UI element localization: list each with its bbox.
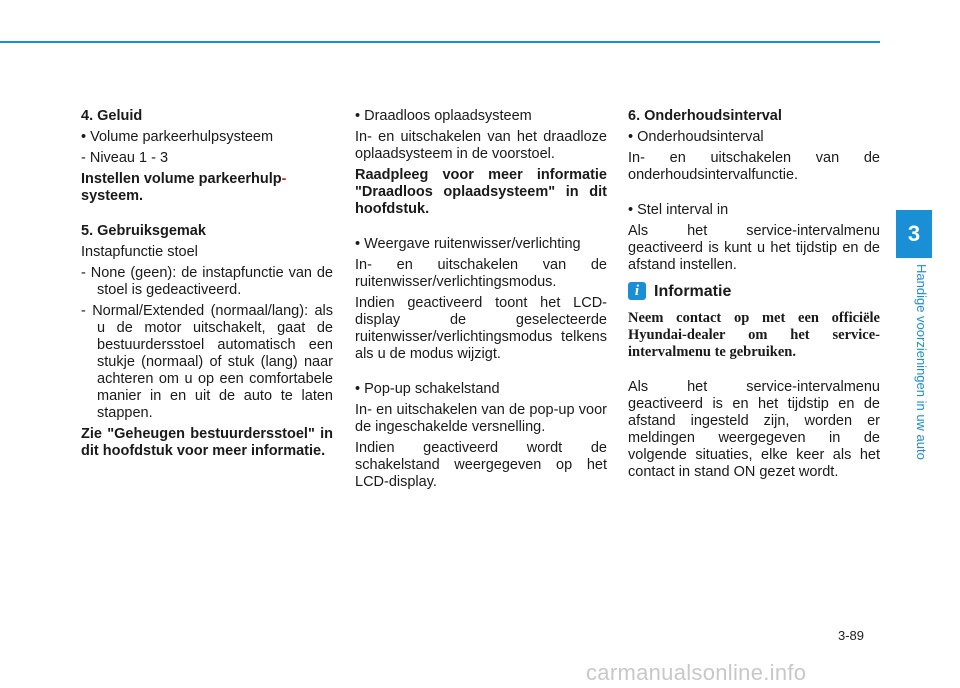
red-hyphen: - xyxy=(281,171,287,187)
bullet-volume-parkeerhulp: • Volume parkeerhulpsysteem xyxy=(81,129,274,145)
column-middle xyxy=(355,108,607,491)
heading-gebruiksgemak: 5. Gebruiksgemak xyxy=(81,223,206,239)
info-text: Als het service-intervalmenu geactiveerd is en het tijdstip en de afstand ingesteld zijn, worden er meldingen weergegeven in de volgende situaties, elke keer als het contact in stand ON gezet wordt. xyxy=(628,379,880,480)
info-dealer-note: Neem contact op met een officiële Hyundai-dealer om het service-intervalmenu te gebruiken. xyxy=(628,310,880,360)
chapter-tab: 3 xyxy=(896,210,932,258)
bullet-draadloos: • Draadloos oplaadsysteem xyxy=(355,108,532,124)
see-reference: Zie "Geheugen bestuurdersstoel" in dit hoofdstuk voor meer informatie. xyxy=(81,426,333,459)
page-number: 3-89 xyxy=(838,628,865,643)
bullet-stel-interval: • Stel interval in xyxy=(628,202,729,218)
level-range: - Niveau 1 - 3 xyxy=(81,150,169,166)
text-lcd-ruitenwisser: Indien geactiveerd toont het LCD-display de geselecteerde ruitenwisser/verlichtingsmodus telkens als u de modus wijzigt. xyxy=(355,295,607,362)
chapter-title-vertical: Handige voorzieningen in uw auto xyxy=(914,264,929,460)
bullet-onderhoudsinterval: • Onderhoudsinterval xyxy=(628,129,764,145)
text-draadloos: In- en uitschakelen van het draadloze oplaadsysteem in de voorstoel. xyxy=(355,129,607,162)
ref-draadloos: Raadpleeg voor meer informatie "Draadloos oplaadsysteem" in dit hoofdstuk. xyxy=(355,167,607,217)
text-schakelstand: Indien geactiveerd wordt de schakelstand weergegeven op het LCD-display. xyxy=(355,440,607,490)
text-onderhoudsinterval: In- en uitschakelen van de onderhoudsintervalfunctie. xyxy=(628,150,880,183)
info-title: Informatie xyxy=(654,282,732,300)
text-stel-interval: Als het service-intervalmenu geactiveerd is kunt u het tijdstip en de afstand instellen. xyxy=(628,223,880,273)
text-ruitenwisser: In- en uitschakelen van de ruitenwisser/verlichtingsmodus. xyxy=(355,257,607,290)
info-icon: i xyxy=(628,282,646,300)
text-popup: In- en uitschakelen van de pop-up voor de ingeschakelde versnelling. xyxy=(355,402,607,435)
info-header xyxy=(628,282,880,300)
bullet-popup: • Pop-up schakelstand xyxy=(355,381,500,397)
item-none: - None (geen): de instapfunctie van de stoel is gedeactiveerd. xyxy=(81,265,333,298)
watermark: carmanualsonline.info xyxy=(586,660,807,685)
item-normal-extended: - Normal/Extended (normaal/lang): als u de motor uitschakelt, gaat de bestuurdersstoel automatisch een stukje (normaal) of stuk (lang) naar achteren om u op een comfortabele manier in en uit de auto te laten stappen. xyxy=(81,303,333,421)
heading-onderhoudsinterval: 6. Onderhoudsinterval xyxy=(628,108,782,124)
column-left xyxy=(81,108,333,460)
bullet-ruitenwisser: • Weergave ruitenwisser/verlichting xyxy=(355,236,581,252)
column-right xyxy=(628,108,880,481)
sub-instapfunctie: Instapfunctie stoel xyxy=(81,244,198,260)
instruction-volume: Instellen volume parkeerhulp- systeem. xyxy=(81,171,287,204)
heading-geluid: 4. Geluid xyxy=(81,108,143,124)
header-rule xyxy=(0,41,880,43)
